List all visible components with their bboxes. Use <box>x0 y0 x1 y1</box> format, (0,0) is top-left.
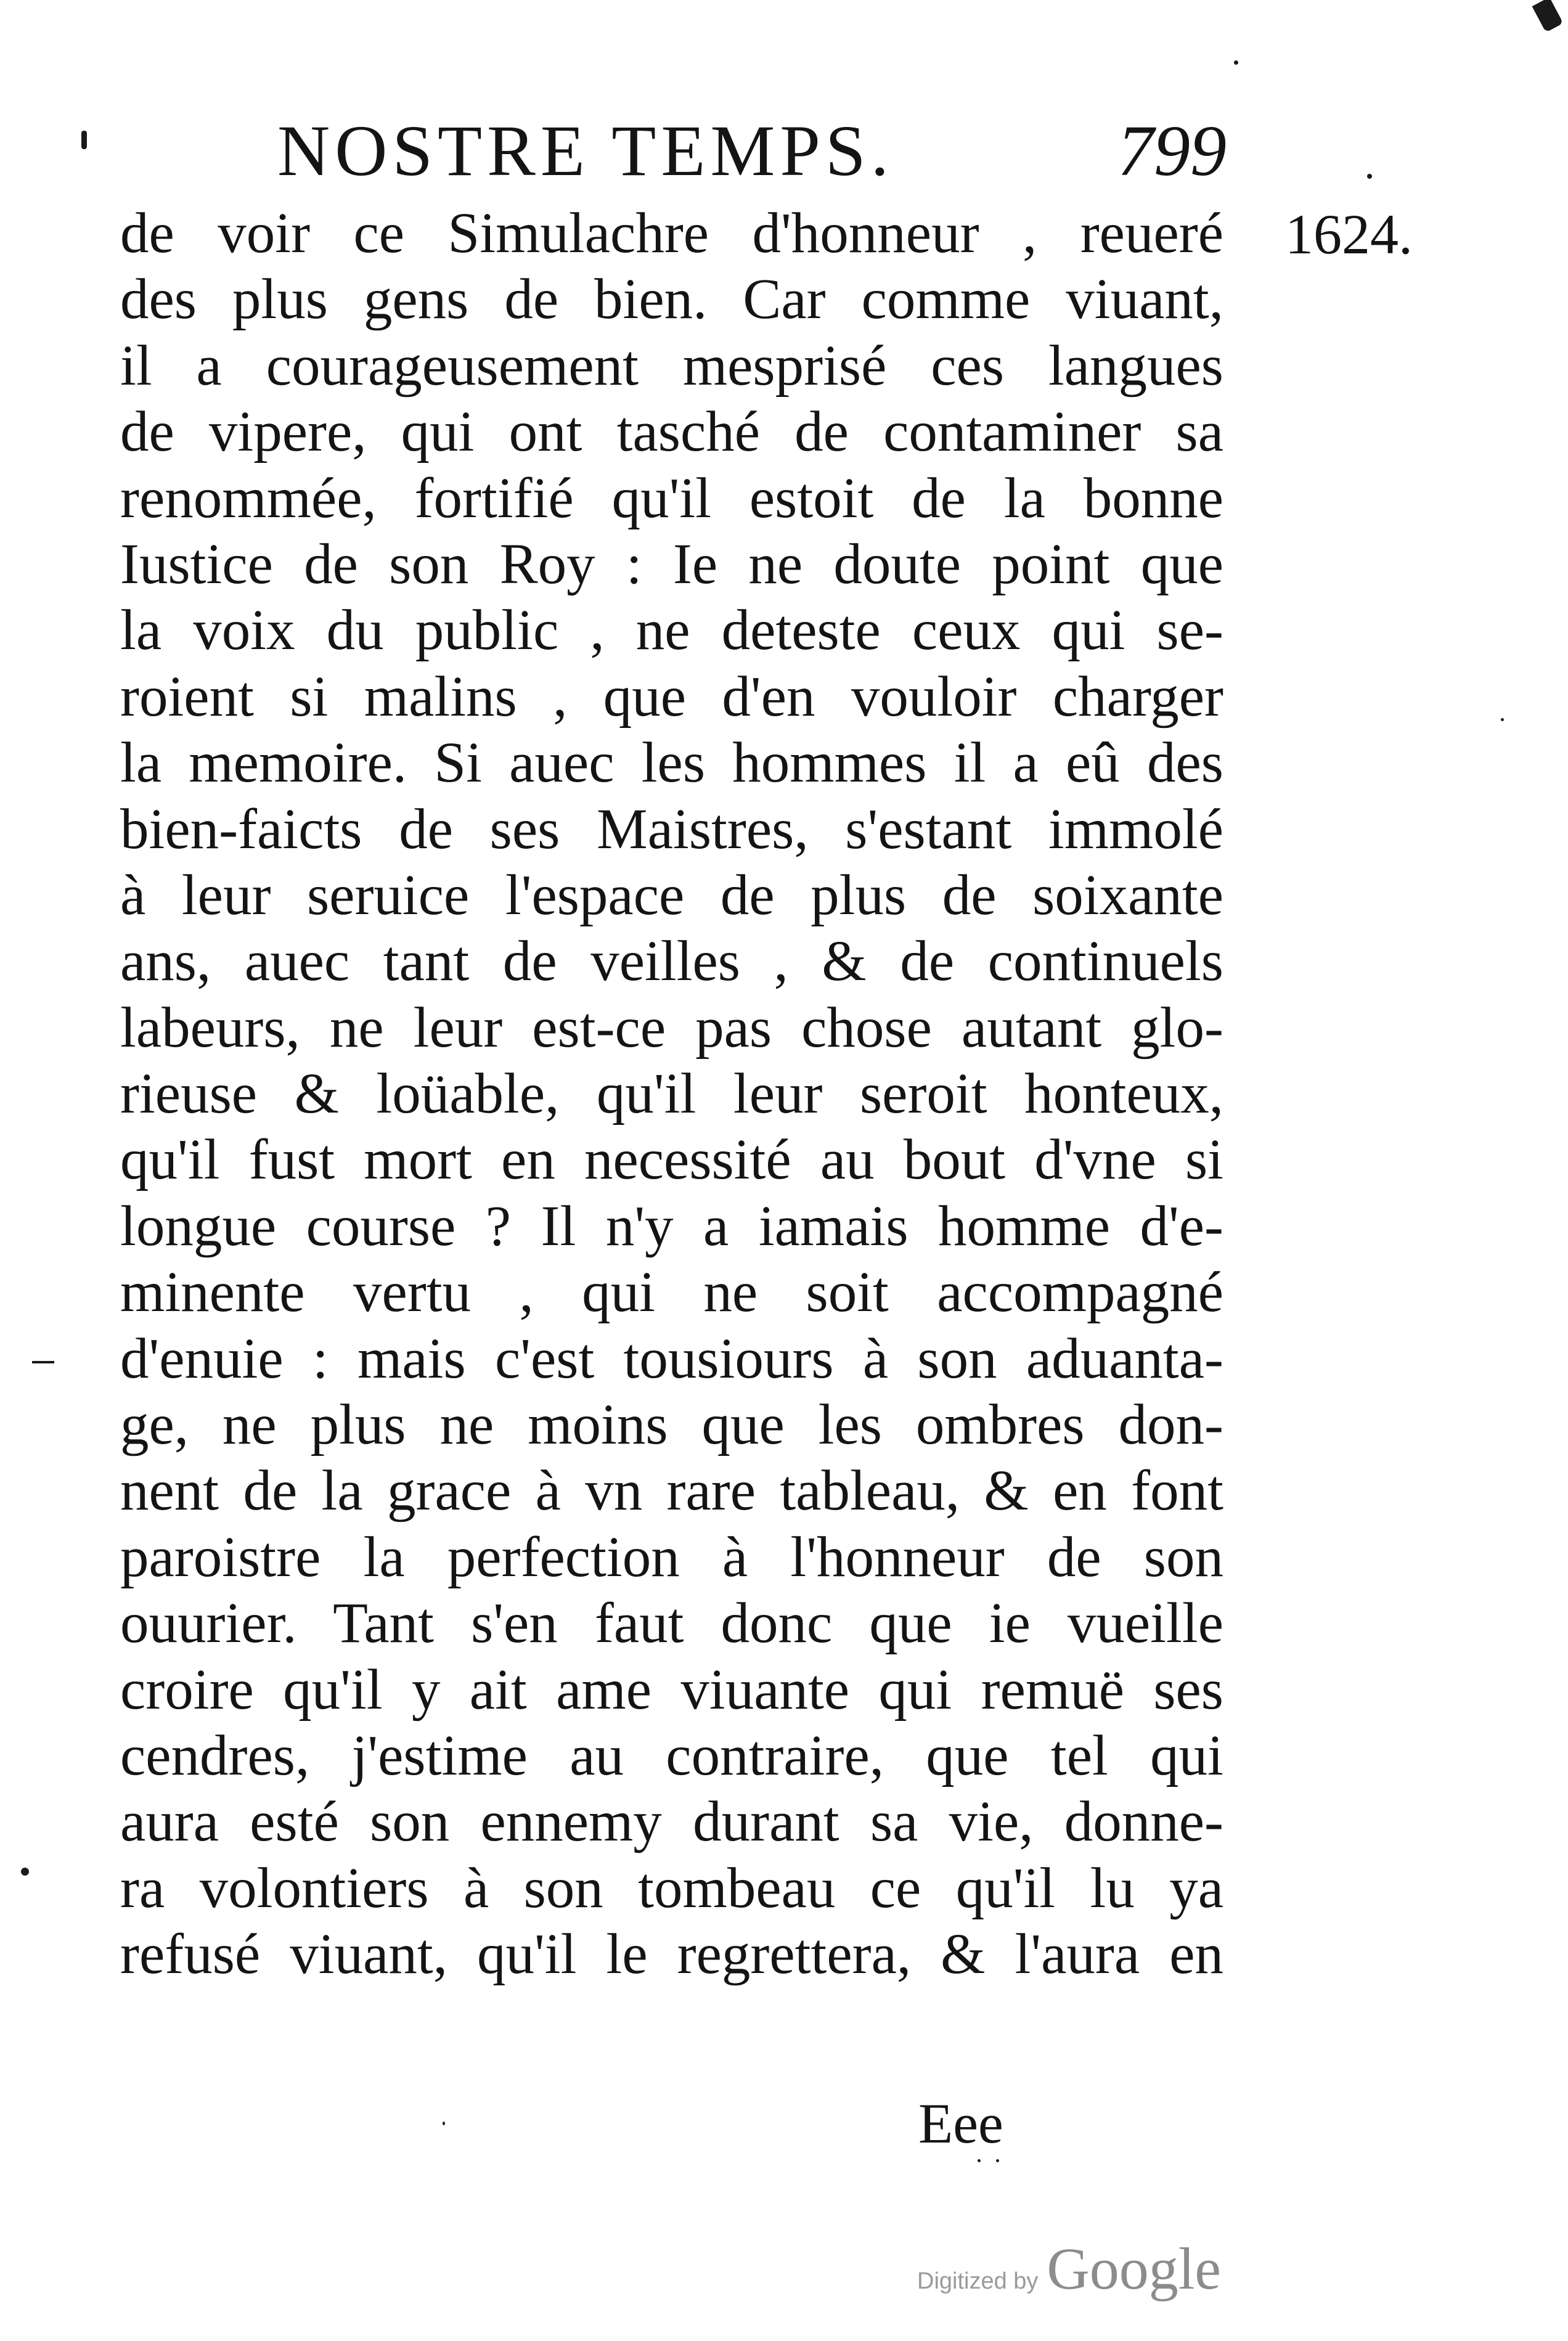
text-line: aura esté son ennemy durant sa vie, donne- <box>120 1790 1223 1854</box>
text-line: des plus gens de bien. Car comme viuant, <box>120 268 1223 332</box>
text-line: à leur seruice l'espace de plus de soixante <box>120 863 1223 927</box>
text-line: ra volontiers à son tombeau ce qu'il lu ya <box>120 1856 1223 1920</box>
text-line: d'enuie : mais c'est tousiours à son aduanta- <box>120 1326 1223 1391</box>
body-text <box>120 200 1223 1988</box>
text-line: de vipere, qui ont tasché de contaminer sa <box>120 400 1223 464</box>
text-line: il a courageusement mesprisé ces langues <box>120 333 1223 398</box>
text-line: longue course ? Il n'y a iamais homme d'e- <box>120 1194 1223 1258</box>
text-line: labeurs, ne leur est-ce pas chose autant glo- <box>120 995 1223 1060</box>
text-line: refusé viuant, qu'il le regrettera, & l'aura en <box>120 1922 1223 1987</box>
text-line: croire qu'il y ait ame viuante qui remuë ses <box>120 1657 1223 1722</box>
running-title: NOSTRE TEMPS. <box>277 110 894 191</box>
text-line: minente vertu , qui ne soit accompagné <box>120 1260 1223 1325</box>
scan-speck <box>978 2159 981 2162</box>
watermark-brand-logo: Google <box>1047 2236 1222 2302</box>
signature-mark: Eee <box>918 2092 1003 2155</box>
text-line: la memoire. Si auec les hommes il a eû des <box>120 731 1223 795</box>
scan-speck <box>1501 718 1504 721</box>
watermark-prefix: Digitized by <box>917 2268 1039 2294</box>
scan-speck <box>1234 60 1238 65</box>
text-line: de voir ce Simulachre d'honneur , reueré <box>120 202 1223 265</box>
margin-year-note: 1624. <box>1285 203 1413 266</box>
scan-speck <box>21 1868 29 1876</box>
page-number: 799 <box>1117 110 1227 191</box>
digitization-watermark <box>917 2234 1221 2308</box>
text-line: Iustice de son Roy : Ie ne doute point que <box>120 532 1223 596</box>
text-line: ge, ne plus ne moins que les ombres don- <box>120 1393 1223 1457</box>
text-line: cendres, j'estime au contraire, que tel qui <box>120 1723 1223 1787</box>
margin-dash <box>32 1361 54 1363</box>
scan-speck <box>443 2122 445 2125</box>
text-line: nent de la grace à vn rare tableau, & en font <box>120 1459 1223 1523</box>
scan-speck <box>81 131 87 149</box>
running-head <box>277 105 1227 197</box>
scan-speck <box>1367 174 1372 179</box>
text-line: qu'il fust mort en necessité au bout d'vne si <box>120 1128 1223 1192</box>
scan-speck <box>1532 0 1564 33</box>
text-line: renommée, fortifié qu'il estoit de la bonne <box>120 466 1223 530</box>
text-line: bien-faicts de ses Maistres, s'estant immolé <box>120 797 1223 861</box>
text-line: ans, auec tant de veilles , & de continuels <box>120 929 1223 994</box>
text-line: roient si malins , que d'en vouloir charger <box>120 664 1223 729</box>
text-line: ouurier. Tant s'en faut donc que ie vueille <box>120 1591 1223 1656</box>
text-line: la voix du public , ne deteste ceux qui se- <box>120 599 1223 663</box>
text-line: rieuse & loüable, qu'il leur seroit honteux, <box>120 1062 1223 1126</box>
text-line: paroistre la perfection à l'honneur de son <box>120 1525 1223 1589</box>
scan-speck <box>996 2159 999 2162</box>
